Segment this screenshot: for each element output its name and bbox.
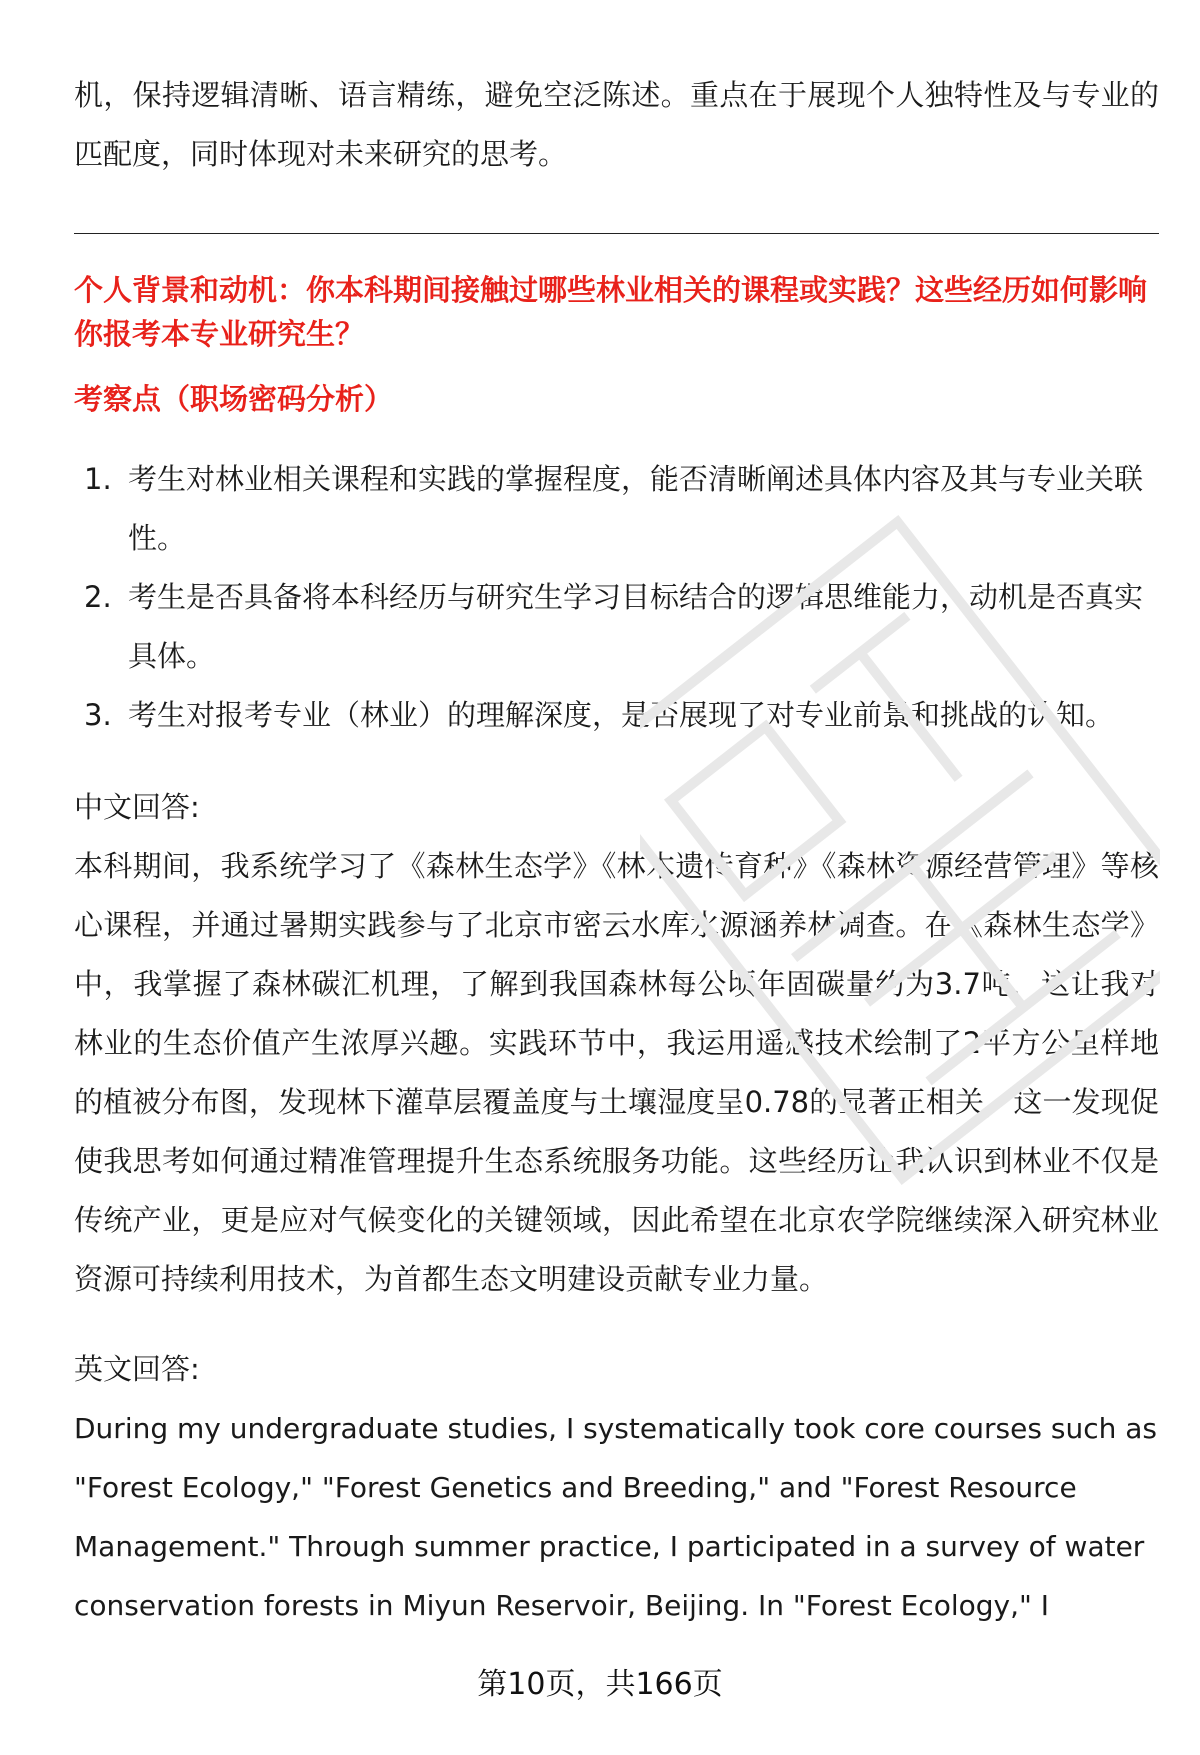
list-number: 1.: [84, 462, 112, 496]
list-item: [74, 686, 1159, 745]
exam-points-title: 考察点（职场密码分析）: [74, 382, 394, 416]
chinese-answer-label: 中文回答:: [74, 790, 200, 824]
intro-paragraph: 机，保持逻辑清晰、语言精练，避免空泛陈述。重点在于展现个人独特性及与专业的匹配度，同时体现对未来研究的思考。: [74, 78, 1159, 171]
list-item: [74, 450, 1159, 568]
question-title: 个人背景和动机：你本科期间接触过哪些林业相关的课程或实践？这些经历如何影响你报考本专业研究生？: [74, 273, 1148, 351]
list-number: 2.: [84, 580, 112, 614]
chinese-answer-text: 本科期间，我系统学习了《森林生态学》《林木遗传育种》《森林资源经营管理》等核心课程，并通过暑期实践参与了北京市密云水库水源涵养林调查。在《森林生态学》中，我掌握了森林碳汇机理，了解到我国森林每公顷年固碳量约为3.7吨，这让我对林业的生态价值产生浓厚兴趣。实践环节中，我运用遥感技术绘制了2平方公里样地的植被分布图，发现林下灌草层覆盖度与土壤湿度呈0.78的显著正相关，这一发现促使我思考如何通过精准管理提升生态系统服务功能。这些经历让我认识到林业不仅是传统产业，更是应对气候变化的关键领域，因此希望在北京农学院继续深入研究林业资源可持续利用技术，为首都生态文明建设贡献专业力量。: [74, 849, 1159, 1296]
english-answer-label: 英文回答:: [74, 1352, 200, 1386]
english-answer-text: During my undergraduate studies, I systematically took core courses such as "Forest Ecology," "Forest Genetics and Breeding," and "Forest Resource Management." Through summer practice, I participated in a survey of water conservation forests in Miyun Reservoir, Beijing. In "Forest Ecology," I: [74, 1412, 1157, 1622]
exam-points-list: [74, 450, 1159, 745]
list-item-text: 考生是否具备将本科经历与研究生学习目标结合的逻辑思维能力，动机是否真实具体。: [128, 580, 1144, 673]
page-footer: 第10页，共166页: [477, 1667, 723, 1702]
section-divider: [74, 233, 1159, 234]
list-item-text: 考生对报考专业（林业）的理解深度，是否展现了对专业前景和挑战的认知。: [128, 698, 1115, 732]
list-item-text: 考生对林业相关课程和实践的掌握程度，能否清晰阐述具体内容及其与专业关联性。: [128, 462, 1144, 555]
list-number: 3.: [84, 698, 112, 732]
list-item: [74, 568, 1159, 686]
